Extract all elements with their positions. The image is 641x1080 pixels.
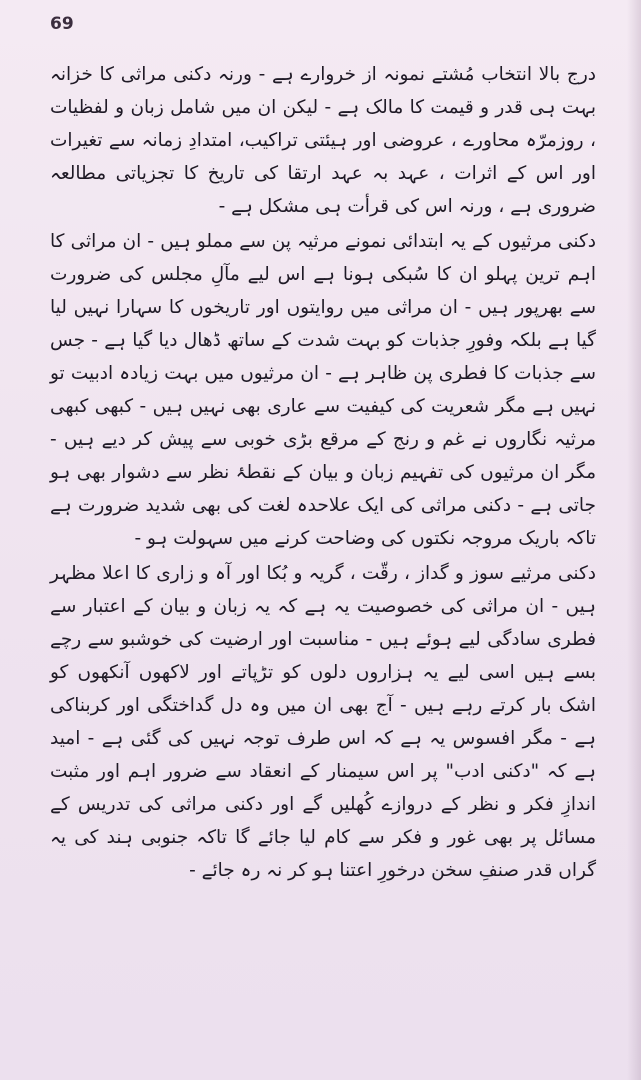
page-number: 69 <box>50 14 74 34</box>
page-body-text <box>50 58 596 889</box>
paragraph-2: دکنی مرثیوں کے یہ ابتدائی نمونے مرثیہ پن سے مملو ہیں - ان مراثی کا اہم ترین پہلو ان کا سُبکی ہونا ہے اس لیے مآلِ مجلس کی ضرورت سے بھرپور ہیں - ان مراثی میں روایتوں اور تاریخوں کا سہارا نہیں لیا گیا ہے بلکہ وفورِ جذبات کو بہت شدت کے ساتھ ڈھال دیا گیا ہے - جس سے جذبات کا فطری پن ظاہر ہے - ان مرثیوں میں بہت زیادہ ادبیت تو نہیں ہے مگر شعریت کی کیفیت سے عاری بھی نہیں ہیں - کبھی کبھی مرثیہ نگاروں نے غم و رنج کے مرقع بڑی خوبی سے پیش کر دیے ہیں - مگر ان مرثیوں کی تفہیم زبان و بیان کے نقطۂ نظر سے دشوار بھی ہو جاتی ہے - دکنی مراثی کی ایک علاحدہ لغت کی بھی شدید ضرورت ہے تاکہ باریک مروجہ نکتوں کی وضاحت کرنے میں سہولت ہو - <box>50 231 596 549</box>
paragraph-1: درج بالا انتخاب مُشتے نمونہ از خروارے ہے - ورنہ دکنی مراثی کا خزانہ بہت ہی قدر و قیمت کا مالک ہے - لیکن ان میں شامل زبان و لفظیات ، روزمرّہ محاورے ، عروضی اور ہیئتی تراکیب، امتدادِ زمانہ سے تغیرات اور اس کے اثرات ، عہد بہ عہد ارتقا کی تاریخ کا تجزیاتی مطالعہ ضروری ہے ، ورنہ اس کی قرأت ہی مشکل ہے - <box>50 64 596 217</box>
paragraph-3: دکنی مرثیے سوز و گداز ، رقّت ، گریہ و بُکا اور آہ و زاری کا اعلا مظہر ہیں - ان مراثی کی خصوصیت یہ ہے کہ یہ زبان و بیان کے اعتبار سے فطری سادگی لیے ہوئے ہیں - مناسبت اور ارضیت کی خوشبو سے رچے بسے ہیں اسی لیے یہ ہزاروں دلوں کو تڑپاتے اور لاکھوں آنکھوں کو اشک بار کرتے رہے ہیں - آج بھی ان میں وہ دل گداختگی اور کربناکی ہے - مگر افسوس یہ ہے کہ اس طرف توجہ نہیں کی گئی ہے - امید ہے کہ "دکنی ادب" پر اس سیمنار کے انعقاد سے ضرور اہم اور مثبت اندازِ فکر و نظر کے دروازے کُھلیں گے اور دکنی مراثی کی تدریس کے مسائل پر بھی غور و فکر سے کام لیا جائے گا تاکہ جنوبی ہند کی یہ گراں قدر صنفِ سخن درخورِ اعتنا ہو کر نہ رہ جائے - <box>50 563 596 881</box>
page-edge-shadow <box>627 0 641 1080</box>
